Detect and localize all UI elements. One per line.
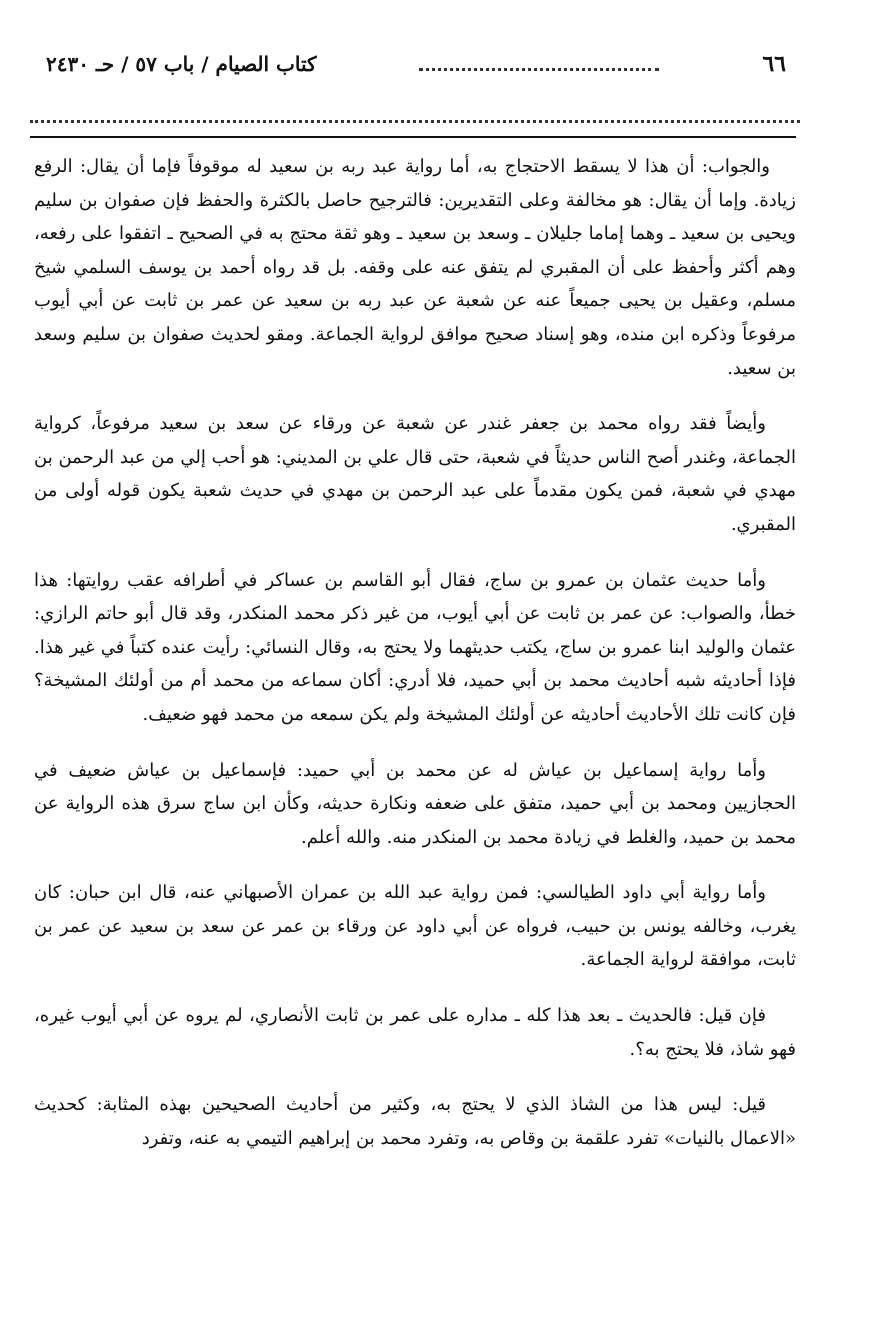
paragraph-answer: والجواب: أن هذا لا يسقط الاحتجاج به، أما رواية عبد ربه بن سعيد له موقوفاً فإما أن يقال: الرفع زيادة. وإما أن يقال: هو مخالفة وعلى التقديرين: فالترجيح حاصل بالكثرة والحفظ فإن صفوان بن سليم ويحيى بن سعيد ـ وهما إماما جليلان ـ وسعد بن سعيد ـ وهو ثقة محتج به في الصحيح ـ اتفقوا على رفعه، وهم أكثر وأحفظ على أن المقبري لم يتفق عنه على وقفه. بل قد رواه أحمد بن يوسف السلمي شيخ مسلم، وعقيل بن يحيى جميعاً عنه عن شعبة عن عبد ربه بن سعيد عن عمر بن ثابت عن أبي أيوب مرفوعاً وذكره ابن منده، وهو إسناد صحيح موافق لرواية الجماعة. ومقو لحديث صفوان بن سليم وسعد بن سعيد.: [34, 156, 796, 379]
main-text: [34, 150, 796, 1177]
dotted-separator: [30, 110, 800, 123]
header-title: كتاب الصيام / باب ٥٧ / حـ ٢٤٣٠: [46, 52, 317, 76]
running-header: [30, 44, 792, 84]
paragraph-uthman-ibn-saj: وأما حديث عثمان بن عمرو بن ساج، فقال أبو القاسم بن عساكر في أطرافه عقب روايتها: هذا خطأ، والصواب: عن عمر بن ثابت عن أبي أيوب، من غير ذكر محمد المنكدر، وقد قال أبو حاتم الرازي: عثمان والوليد ابنا عمرو بن ساج، يكتب حديثهما ولا يحتج به، وقال النسائي: رأيت عنده كتباً في غير هذا. فإذا أحاديثه شبه أحاديث محمد بن أبي حميد، فلا أدري: أكان سماعه من محمد أم من أولئك المشيخة؟ فإن كانت تلك الأحاديث أحاديثه عن أولئك المشيخة ولم يكن سمعه من محمد فهو ضعيف.: [34, 569, 796, 725]
header-dot-leader: [419, 58, 659, 71]
header-rule: [30, 136, 796, 138]
paragraph-reply: قيل: ليس هذا من الشاذ الذي لا يحتج به، وكثير من أحاديث الصحيحين بهذه المثابة: كحديث «الاعمال بالنيات» تفرد علقمة بن وقاص به، وتفرد محمد بن إبراهيم التيمي به عنه، وتفرد: [34, 1094, 796, 1149]
paragraph-objection: فإن قيل: فالحديث ـ بعد هذا كله ـ مداره على عمر بن ثابت الأنصاري، لم يروه عن أبي أيوب غيره، فهو شاذ، فلا يحتج به؟.: [34, 1005, 796, 1060]
page-number: ٦٦: [762, 51, 786, 77]
paragraph-ismail-ibn-ayyash: وأما رواية إسماعيل بن عياش له عن محمد بن أبي حميد: فإسماعيل بن عياش ضعيف في الحجازيين ومحمد بن أبي حميد، متفق على ضعفه ونكارة حديثه، وكأن ابن ساج سرق هذه الرواية عن محمد بن حميد، والغلط في زيادة محمد بن المنكدر منه. والله أعلم.: [34, 759, 796, 848]
paragraph-abu-dawud: وأما رواية أبي داود الطيالسي: فمن رواية عبد الله بن عمران الأصبهاني عنه، قال ابن حبان: كان يغرب، وخالفه يونس بن حبيب، فرواه عن أبي داود عن ورقاء بن عمر عن سعد بن سعيد عن عمر بن ثابت، موافقة لرواية الجماعة.: [34, 882, 796, 971]
paragraph-ghundar: وأيضاً فقد رواه محمد بن جعفر غندر عن شعبة عن ورقاء عن سعد بن سعيد مرفوعاً، كرواية الجماعة، وغندر أصح الناس حديثاً في شعبة، حتى قال علي بن المديني: هو أحب إلي من عبد الرحمن بن مهدي في شعبة، فمن يكون مقدماً على عبد الرحمن بن مهدي في حديث شعبة يكون قوله أولى من المقبري.: [34, 413, 796, 535]
